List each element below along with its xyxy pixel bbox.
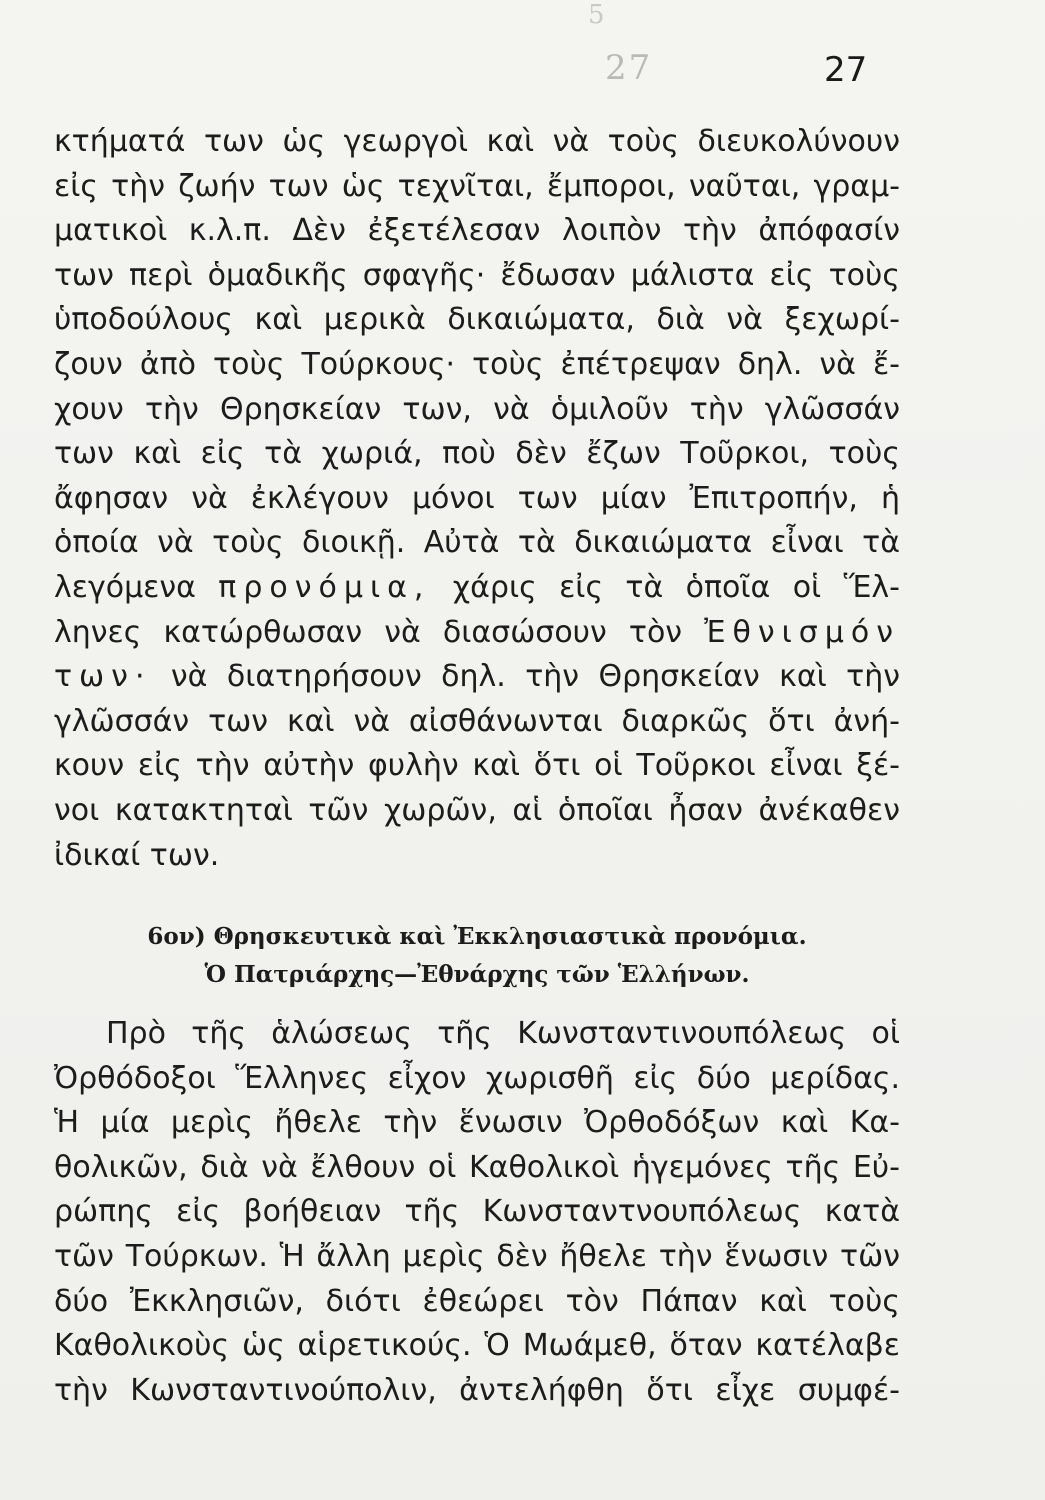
text-fragment: ληνες κατώρθωσαν νὰ διασώσουν τὸν (54, 614, 683, 650)
text-fragment: νὰ διατηρήσουν δηλ. τὴν Θρησκείαν καὶ τὴν (170, 659, 900, 695)
text-line (54, 611, 900, 656)
section-heading (54, 918, 900, 994)
text-line: των περὶ ὁμαδικῆς σφαγῆς· ἔδωσαν μάλιστα εἰς τοὺς (54, 257, 900, 293)
text-line: των καὶ εἰς τὰ χωριά, ποὺ δὲν ἔζων Τοῦρκοι, τοὺς (54, 436, 900, 472)
text-line: ἰδικαί των. (54, 837, 220, 873)
emphasized-term: Ἐθνισμόν (704, 614, 900, 650)
text-line: ρώπης εἰς βοήθειαν τῆς Κωνσταντνουπόλεως κατὰ (54, 1194, 900, 1230)
emphasized-term: προνόμια, (218, 569, 431, 605)
text-line: κουν εἰς τὴν αὐτὴν φυλὴν καὶ ὅτι οἱ Τοῦρκοι εἶναι ξέ- (54, 748, 900, 784)
text-line: τὴν Κωνσταντινούπολιν, ἀντελήφθη ὅτι εἶχε συμφέ- (54, 1372, 900, 1408)
text-fragment: χάρις εἰς τὰ ὁποῖα οἱ Ἕλ- (452, 569, 900, 605)
text-line: χουν τὴν Θρησκείαν των, νὰ ὁμιλοῦν τὴν γλῶσσάν (54, 391, 900, 427)
text-line: θολικῶν, διὰ νὰ ἔλθουν οἱ Καθολικοὶ ἡγεμόνες τῆς Εὐ- (54, 1149, 900, 1185)
text-line: Ἡ μία μερὶς ἤθελε τὴν ἕνωσιν Ὀρθοδόξων καὶ Κα- (54, 1105, 900, 1141)
text-line: ζουν ἀπὸ τοὺς Τούρκους· τοὺς ἐπέτρεψαν δηλ. νὰ ἔ- (54, 346, 900, 382)
text-line: ἄφησαν νὰ ἐκλέγουν μόνοι των μίαν Ἐπιτροπήν, ἡ (54, 480, 900, 516)
page-number: 27 (824, 50, 868, 90)
text-line: ὁποία νὰ τοὺς διοικῇ. Αὐτὰ τὰ δικαιώματα εἶναι τὰ (54, 525, 900, 561)
text-line: εἰς τὴν ζωήν των ὡς τεχνῖται, ἔμποροι, ναῦται, γραμ- (54, 168, 900, 204)
heading-line: Ὁ Πατριάρχης—Ἐθνάρχης τῶν Ἑλλήνων. (204, 961, 750, 988)
text-line: γλῶσσάν των καὶ νὰ αἰσθάνωνται διαρκῶς ὅτι ἀνή- (54, 703, 900, 739)
paragraph-1 (54, 120, 900, 878)
text-line: τῶν Τούρκων. Ἡ ἄλλη μερὶς δὲν ἤθελε τὴν ἕνωσιν τῶν (54, 1238, 900, 1274)
paragraph-2 (54, 1012, 900, 1413)
text-line (54, 566, 900, 611)
text-line: ματικοὶ κ.λ.π. Δὲν ἐξετέλεσαν λοιπὸν τὴν ἀπόφασίν (54, 213, 900, 249)
text-line: Ὀρθόδοξοι Ἕλληνες εἶχον χωρισθῆ εἰς δύο μερίδας. (54, 1060, 900, 1096)
text-line: ὑποδούλους καὶ μερικὰ δικαιώματα, διὰ νὰ ξεχωρί- (54, 302, 900, 338)
text-line: κτήματά των ὡς γεωργοὶ καὶ νὰ τοὺς διευκολύνουν (54, 124, 900, 159)
text-line: δύο Ἐκκλησιῶν, διότι ἐθεώρει τὸν Πάπαν καὶ τοὺς (54, 1283, 900, 1319)
text-line (54, 655, 900, 700)
heading-line: 6ον) Θρησκευτικὰ καὶ Ἐκκλησιαστικὰ προνόμια. (147, 923, 807, 950)
emphasized-term: των· (54, 659, 152, 695)
text-line: νοι κατακτηταὶ τῶν χωρῶν, αἱ ὁποῖαι ἦσαν ἀνέκαθεν (54, 792, 900, 828)
pencil-mark: 5 (588, 0, 605, 30)
handwritten-page-number: 27 (605, 48, 653, 88)
text-line: Καθολικοὺς ὡς αἱρετικούς. Ὁ Μωάμεθ, ὅταν κατέλαβε (54, 1328, 900, 1364)
text-line: Πρὸ τῆς ἁλώσεως τῆς Κωνσταντινουπόλεως οἱ (106, 1016, 900, 1051)
text-fragment: λεγόμενα (54, 569, 196, 605)
